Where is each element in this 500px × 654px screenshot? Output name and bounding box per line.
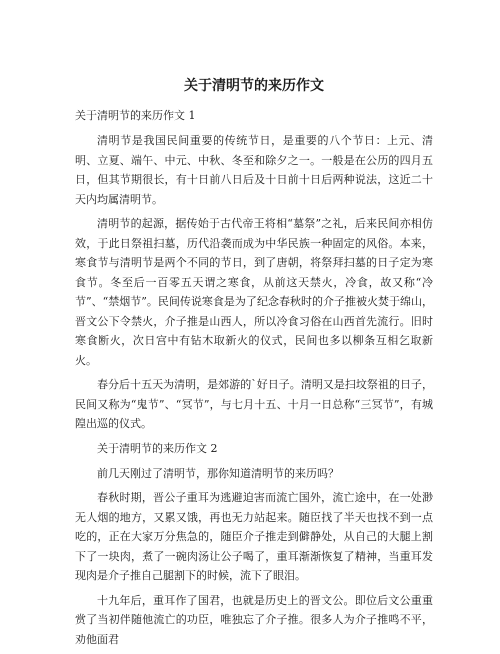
paragraph: 春秋时期，晋公子重耳为逃避迫害而流亡国外，流亡途中，在一处渺无人烟的地方，又累又饿，再也无力站起来。随臣找了半天也找不到一点吃的，正在大家万分焦急的，随臣介子推走到僻静处，从自己的大腿上割下了一块肉，煮了一碗肉汤让公子喝了，重耳渐渐恢复了精神，当重耳发现肉是介子推自己腿割下的时候，流下了眼泪。 bbox=[75, 491, 433, 582]
document-title: 关于清明节的来历作文 bbox=[184, 78, 324, 94]
paragraph: 十九年后，重耳作了国君，也就是历史上的晋文公。即位后文公重重赏了当初伴随他流亡的功臣，唯独忘了介子推。很多人为介子推鸣不平，劝他面君 bbox=[75, 593, 433, 646]
paragraph: 清明节的起源，据传始于古代帝王将相“墓祭”之礼，后来民间亦相仿效，于此日祭祖扫墓，历代沿袭而成为中华民族一种固定的风俗。本来，寒食节与清明节是两个不同的节日，到了唐朝，将祭拜扫墓的日子定为寒食节。冬至后一百零五天谓之寒食，从前这天禁火，冷食，故又称“冷节”、“禁烟节”。民间传说寒食是为了纪念春秋时的介子推被火焚于绵山，晋文公下令禁火，介子推是山西人，所以冷食习俗在山西首先流行。旧时寒食断火，次日宫中有钻木取新火的仪式，民间也多以柳条互相乞取新火。 bbox=[75, 217, 433, 367]
paragraph: 前几天刚过了清明节，那你知道清明节的来历吗？ bbox=[97, 466, 339, 480]
section-1 bbox=[75, 106, 433, 434]
section-2 bbox=[75, 439, 433, 650]
document-page bbox=[75, 70, 433, 654]
paragraph: 春分后十五天为清明，是郊游的`好日子。清明又是扫坟祭祖的日子，民间又称为“鬼节”、“冥节”，与七月十五、十月一日总称“三冥节”，有城隍出巡的仪式。 bbox=[75, 378, 433, 430]
paragraph: 清明节是我国民间重要的传统节日，是重要的八个节日：上元、清明、立夏、端午、中元、中秋、冬至和除夕之一。一般是在公历的四月五日，但其节期很长，有十日前八日后及十日前十日后两种说法，这近二十天内均属清明节。 bbox=[75, 134, 433, 206]
section-heading: 关于清明节的来历作文 1 bbox=[75, 109, 196, 122]
section-heading: 关于清明节的来历作文 2 bbox=[97, 441, 218, 455]
